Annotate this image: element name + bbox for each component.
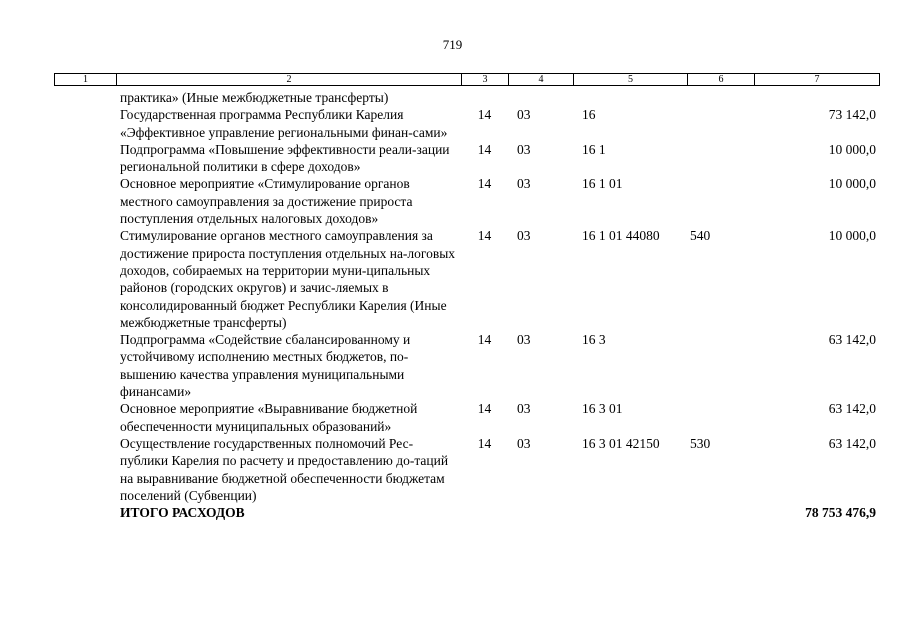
row-sum: 10 000,0 [828,141,876,157]
row-subsection: 03 [517,228,531,244]
budget-table [54,89,880,521]
row-target-code [573,89,687,106]
row-subsection: 03 [517,107,531,123]
table-row [54,435,880,504]
row-subsection: 03 [517,141,531,157]
column-header-3: 3 [462,74,509,85]
row-subsection: 03 [517,401,531,417]
row-name: Основное мероприятие «Стимулирование органов местного самоуправления за достижение прироста поступления отдельных налоговых доходов» [120,176,413,227]
row-name: Подпрограмма «Повышение эффективности реали-зации региональной политики в сфере доходов» [120,141,450,175]
column-header-6: 6 [688,74,755,85]
row-expense-type [687,141,754,176]
total-sum: 78 753 476,9 [805,505,876,521]
row-target-code: 16 1 01 44080 [582,228,660,244]
row-sum: 10 000,0 [828,228,876,244]
row-section: 14 [477,332,492,348]
row-name: Стимулирование органов местного самоуправления за достижение прироста поступления отдельных на-логовых доходов, собираемых на территории муни-ципальных районов (городских округов) и зачис-ляемых в консолидированный бюджет Республики Карелия (Иные межбюджетные трансферты) [120,228,456,330]
row-subsection: 03 [517,176,531,192]
row-target-code: 16 1 01 [582,176,623,192]
row-sum: 63 142,0 [828,332,876,348]
row-target-code: 16 3 [582,332,606,348]
page-number: 719 [442,37,463,52]
row-section: 14 [477,141,492,157]
table-row [54,141,880,176]
row-sum: 73 142,0 [828,107,876,123]
row-expense-type [687,175,754,227]
row-name: Осуществление государственных полномочий Рес-публики Карелия по расчету и предоставлению до-таций на выравнивание бюджетной обеспеченности бюджетам поселений (Субвенции) [120,435,449,503]
row-section: 14 [477,228,492,244]
row-name: Основное мероприятие «Выравнивание бюджетной обеспеченности муниципальных образований» [120,401,418,434]
row-sum: 10 000,0 [828,176,876,192]
row-expense-type [687,106,754,141]
column-header-row [54,73,880,86]
row-subsection: 03 [517,435,531,451]
row-section: 14 [477,435,492,451]
row-target-code: 16 [582,107,596,123]
row-expense-type: 540 [690,228,711,244]
row-sum [754,89,880,106]
column-header-4: 4 [509,74,574,85]
row-section: 14 [477,107,492,123]
row-section [461,89,508,106]
column-header-1: 1 [55,74,117,85]
row-expense-type [687,89,754,106]
table-row [54,400,880,435]
row-section: 14 [477,401,492,417]
table-row [54,227,880,331]
column-header-2: 2 [117,74,462,85]
row-expense-type [687,331,754,400]
row-expense-type [687,400,754,435]
row-section: 14 [477,176,492,192]
row-subsection [508,89,573,106]
row-name: Подпрограмма «Содействие сбалансированному и устойчивому исполнению местных бюджетов, по-вышению качества управления муниципальными финансами» [120,332,411,400]
row-name: Государственная программа Республики Карелия «Эффективное управление региональными финан-сами» [120,107,448,140]
table-row [54,89,880,106]
table-row [54,331,880,400]
row-subsection: 03 [517,332,531,348]
row-target-code: 16 1 [582,141,606,157]
column-header-7: 7 [814,74,820,85]
row-sum: 63 142,0 [828,401,876,417]
row-name: практика» (Иные межбюджетные трансферты) [120,90,389,105]
row-target-code: 16 3 01 [582,401,623,417]
row-target-code: 16 3 01 42150 [582,435,660,451]
table-row [54,175,880,227]
total-row [54,504,880,521]
total-label: ИТОГО РАСХОДОВ [120,505,245,521]
row-sum: 63 142,0 [828,435,876,451]
row-expense-type: 530 [690,435,711,451]
table-row [54,106,880,141]
column-header-5: 5 [574,74,688,85]
